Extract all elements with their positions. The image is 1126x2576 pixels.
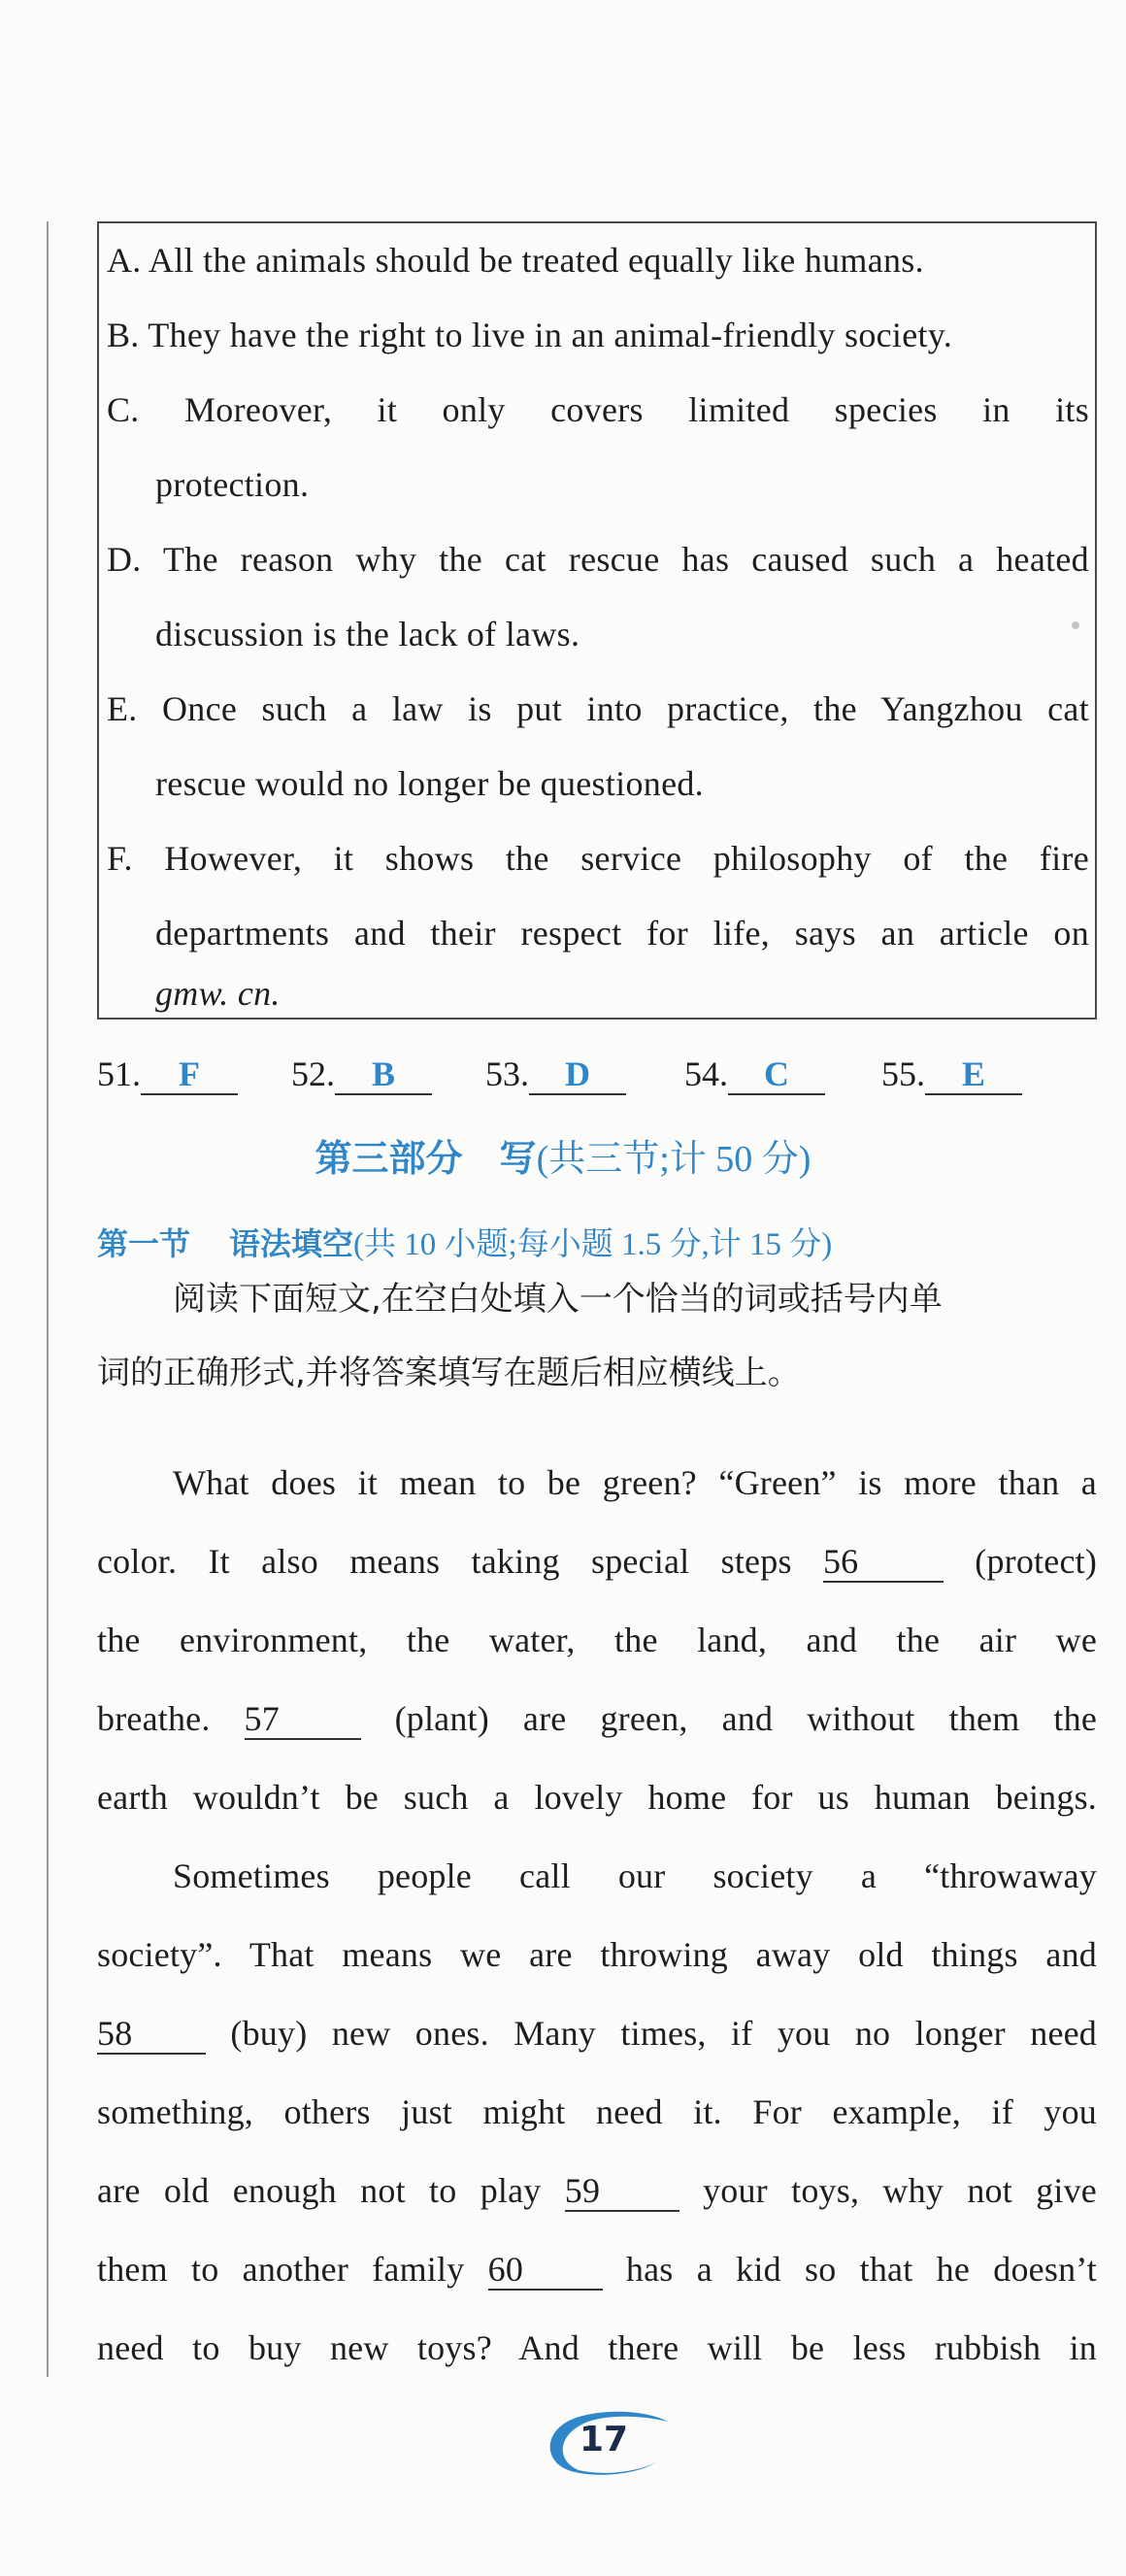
answer-53-blank: D	[529, 1054, 626, 1095]
option-f-line2: departments and their respect for life, says an article on	[155, 914, 1089, 953]
passage-line-8: 58 (buy) new ones. Many times, if you no longer need	[97, 2014, 1098, 2053]
passage-line-1: What does it mean to be green? “Green” is more than a	[173, 1463, 1097, 1502]
part-three-heading	[0, 1128, 1126, 1182]
answer-55-blank: E	[925, 1054, 1022, 1095]
passage-line-7: society”. That means we are throwing away old things and	[97, 1935, 1097, 1974]
option-c-line2: protection.	[155, 465, 310, 504]
passage-line-5: earth wouldn’t be such a lovely home for us human beings.	[97, 1778, 1097, 1817]
option-f-line3	[155, 956, 1089, 1031]
passage-line-6: Sometimes people call our society a “throwaway	[173, 1857, 1097, 1895]
section-note: (共 10 小题;每小题 1.5 分,计 15 分)	[353, 1227, 833, 1262]
section-number: 第一节	[97, 1225, 191, 1262]
option-e-line1: E. Once such a law is put into practice, the Yangzhou cat	[107, 689, 1089, 728]
option-d-line1: D. The reason why the cat rescue has caused such a heated	[107, 540, 1089, 579]
passage-line-10: are old enough not to play 59 your toys, why not give	[97, 2171, 1097, 2210]
binding-margin-line	[47, 221, 49, 2377]
option-d-line2: discussion is the lack of laws.	[155, 615, 580, 653]
passage-line-2: color. It also means taking special steps 56 (protect)	[97, 1542, 1098, 1581]
part-title: 第三部分 写	[315, 1137, 537, 1180]
blank-57: 57	[245, 1699, 361, 1740]
instructions-line1: 阅读下面短文,在空白处填入一个恰当的词或括号内单	[173, 1280, 943, 1319]
page-number: 17	[579, 2420, 629, 2459]
answer-52: 52. B	[291, 1054, 432, 1095]
answer-51-blank: F	[141, 1054, 238, 1095]
passage-line-9: something, others just might need it. For example, if you	[97, 2092, 1097, 2131]
answer-55: 55. E	[881, 1054, 1022, 1095]
blank-60: 60	[488, 2250, 603, 2291]
option-e-line2: rescue would no longer be questioned.	[155, 764, 704, 803]
speck-mark	[1072, 621, 1079, 629]
answer-54: 54. C	[684, 1054, 825, 1095]
answer-53: 53. D	[485, 1054, 626, 1095]
answer-52-blank: B	[335, 1054, 432, 1095]
part-note: (共三节;计 50 分)	[536, 1139, 811, 1180]
blank-58: 58	[97, 2014, 206, 2055]
option-c-line1: C. Moreover, it only covers limited species in its	[107, 390, 1089, 429]
section-one-heading	[97, 1219, 832, 1264]
passage-line-3: the environment, the water, the land, and the air we	[97, 1621, 1097, 1659]
blank-56: 56	[823, 1542, 944, 1583]
website-text: gmw. cn.	[155, 974, 281, 1013]
answer-54-blank: C	[728, 1054, 825, 1095]
option-b: B. They have the right to live in an animal-friendly society.	[107, 316, 953, 354]
option-f-line1: F. However, it shows the service philosophy of the fire	[107, 839, 1089, 878]
passage-line-11: them to another family 60 has a kid so that he doesn’t	[97, 2250, 1098, 2289]
blank-59: 59	[565, 2171, 679, 2212]
options-box	[97, 221, 1097, 1020]
option-a: A. All the animals should be treated equally like humans.	[107, 241, 924, 280]
passage-line-12: need to buy new toys? And there will be less rubbish in	[97, 2328, 1097, 2367]
instructions-line2: 词的正确形式,并将答案填写在题后相应横线上。	[97, 1354, 801, 1392]
passage-line-4: breathe. 57 (plant) are green, and without them the	[97, 1699, 1097, 1738]
answer-51: 51. F	[97, 1054, 238, 1095]
page-number-badge	[536, 2406, 672, 2478]
section-name: 语法填空	[229, 1225, 354, 1262]
